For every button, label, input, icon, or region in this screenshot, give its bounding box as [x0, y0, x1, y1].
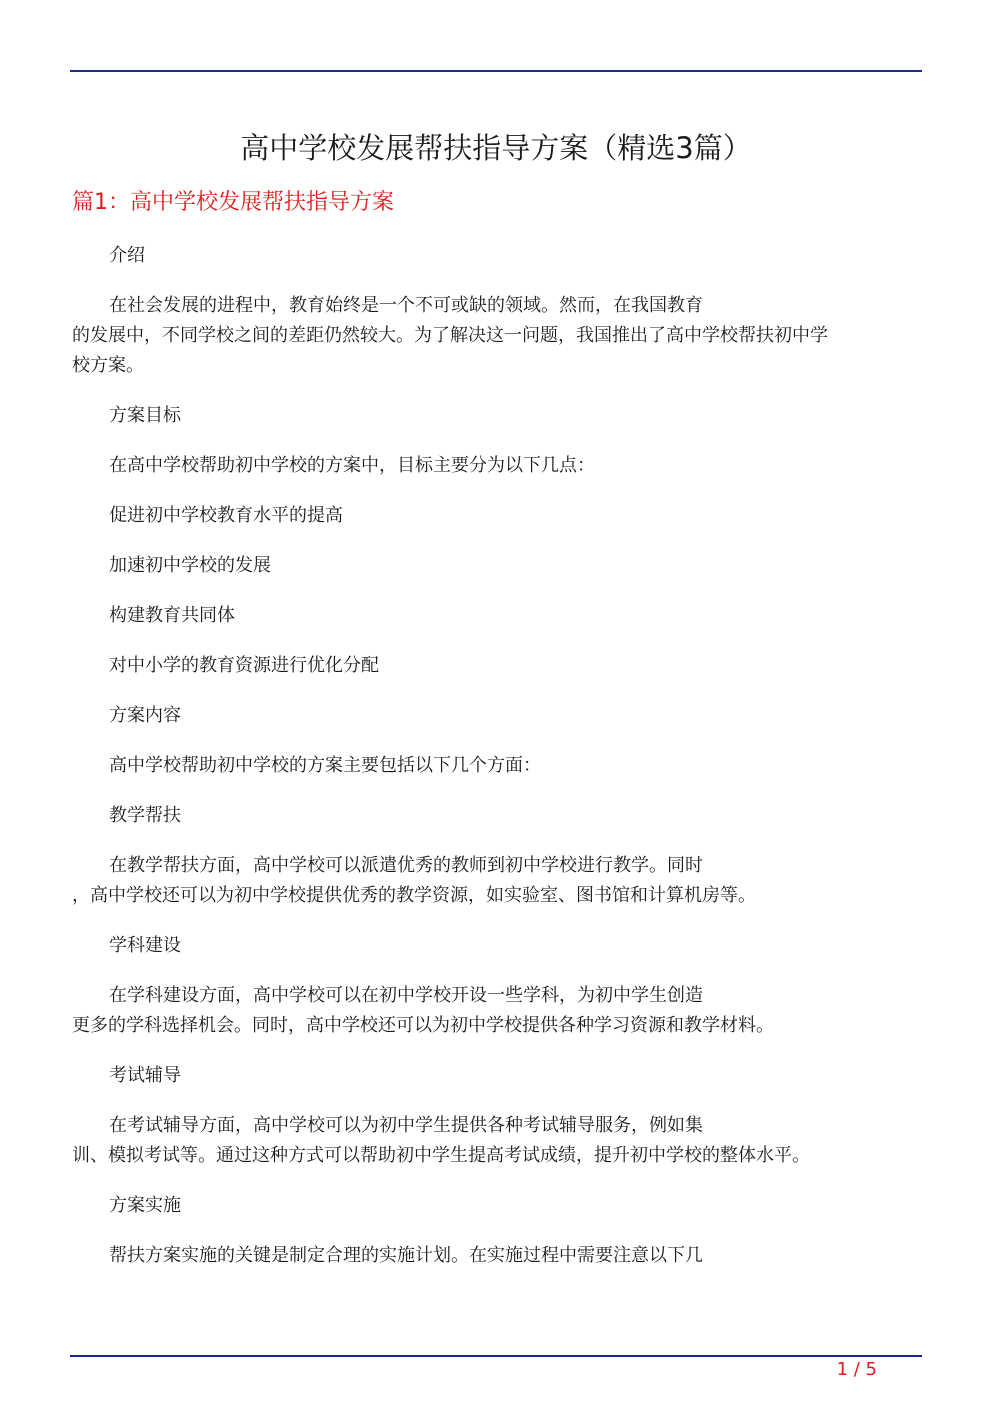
list-item: 促进初中学校教育水平的提高: [109, 505, 343, 526]
intro-heading: 介绍: [109, 245, 145, 266]
content-heading: 方案内容: [109, 705, 181, 726]
implementation-heading: 方案实施: [109, 1195, 181, 1216]
list-item: 加速初中学校的发展: [109, 555, 271, 576]
paragraph-line: 更多的学科选择机会。同时，高中学校还可以为初中学校提供各种学习资源和教学材料。: [72, 1015, 774, 1036]
header-rule: [70, 70, 922, 72]
subject-heading: 学科建设: [109, 935, 181, 956]
paragraph-line: 在学科建设方面，高中学校可以在初中学校开设一些学科，为初中学生创造: [109, 985, 703, 1006]
paragraph-line: 在高中学校帮助初中学校的方案中，目标主要分为以下几点：: [109, 455, 595, 476]
paragraph-line: 的发展中，不同学校之间的差距仍然较大。为了解决这一问题，我国推出了高中学校帮扶初中学: [72, 325, 828, 346]
paragraph-line: 校方案。: [72, 355, 144, 376]
paragraph-line: 帮扶方案实施的关键是制定合理的实施计划。在实施过程中需要注意以下几: [109, 1245, 703, 1266]
goal-heading: 方案目标: [109, 405, 181, 426]
paragraph-line: 在社会发展的进程中，教育始终是一个不可或缺的领域。然而，在我国教育: [109, 295, 703, 316]
section-title: 篇1：高中学校发展帮扶指导方案: [72, 190, 394, 215]
paragraph-line: 训、模拟考试等。通过这种方式可以帮助初中学生提高考试成绩，提升初中学校的整体水平。: [72, 1145, 810, 1166]
list-item: 对中小学的教育资源进行优化分配: [109, 655, 379, 676]
paragraph-line: 在教学帮扶方面，高中学校可以派遣优秀的教师到初中学校进行教学。同时: [109, 855, 703, 876]
paragraph-line: ，高中学校还可以为初中学校提供优秀的教学资源，如实验室、图书馆和计算机房等。: [72, 885, 756, 906]
footer-rule: [70, 1355, 922, 1357]
document-title: 高中学校发展帮扶指导方案（精选3篇）: [240, 131, 752, 165]
page-number: 1 / 5: [836, 1359, 877, 1380]
teaching-heading: 教学帮扶: [109, 805, 181, 826]
exam-heading: 考试辅导: [109, 1065, 181, 1086]
paragraph-line: 在考试辅导方面，高中学校可以为初中学生提供各种考试辅导服务，例如集: [109, 1115, 703, 1136]
list-item: 构建教育共同体: [109, 605, 235, 626]
paragraph-line: 高中学校帮助初中学校的方案主要包括以下几个方面：: [109, 755, 541, 776]
